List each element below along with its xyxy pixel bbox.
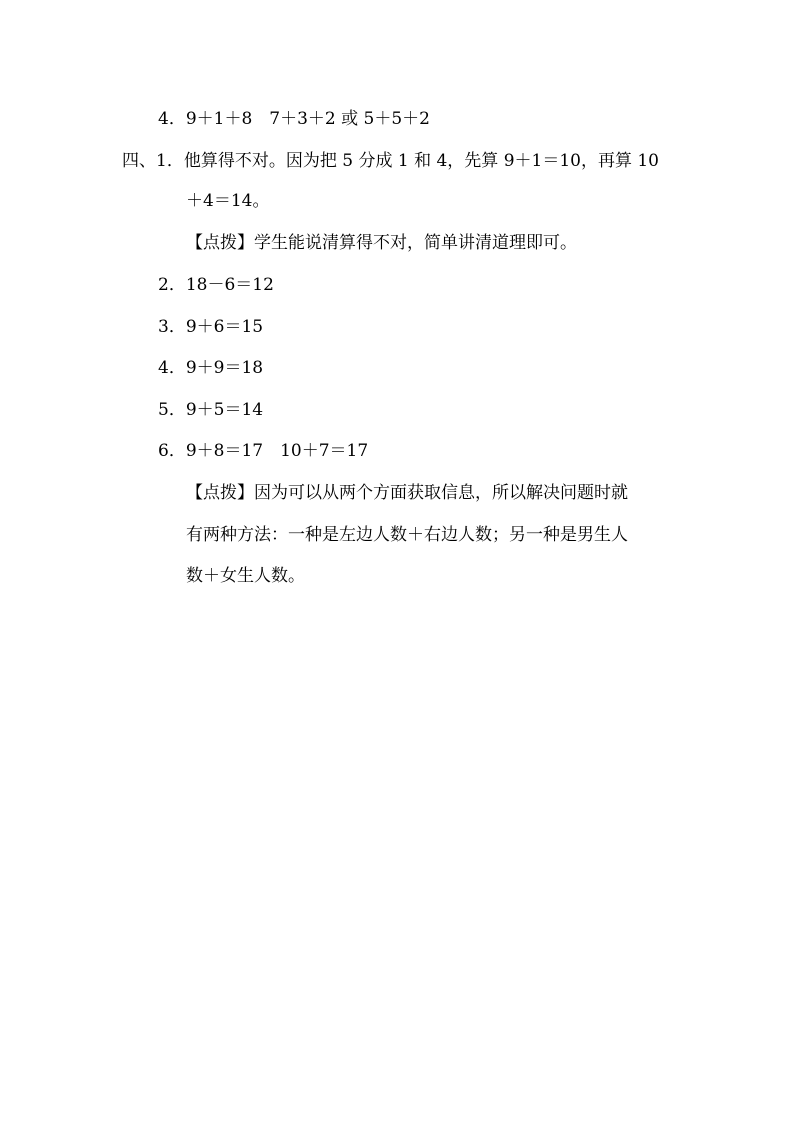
section-4-item-6-hint-line-1 bbox=[186, 482, 628, 504]
item-number: 1． bbox=[156, 151, 184, 171]
hint-text: 有两种方法：一种是左边人数＋右边人数；另一种是男生人 bbox=[186, 525, 628, 545]
item-number: 3． bbox=[158, 317, 186, 337]
item-text: 9＋5＝14 bbox=[185, 400, 264, 420]
section-4-item-3 bbox=[158, 316, 263, 338]
section-4-item-6-hint-line-2 bbox=[186, 524, 628, 546]
item-text: 9＋9＝18 bbox=[185, 358, 264, 378]
item-text: 9＋6＝15 bbox=[185, 317, 264, 337]
hint-text: 【点拨】学生能说清算得不对，简单讲清道理即可。 bbox=[186, 233, 577, 253]
item-text: 9＋8＝17 10＋7＝17 bbox=[185, 441, 369, 461]
section-4-item-2 bbox=[158, 274, 274, 296]
hint-text: 【点拨】因为可以从两个方面获取信息，所以解决问题时就 bbox=[186, 483, 628, 503]
section-4-item-6 bbox=[158, 440, 368, 462]
item-number: 4． bbox=[158, 109, 186, 129]
section-4-item-1-hint bbox=[186, 232, 577, 254]
section-4-item-5 bbox=[158, 399, 263, 421]
section-4-item-1-continuation bbox=[186, 190, 269, 212]
section-label: 四、 bbox=[122, 151, 156, 171]
item-text-continuation: ＋4＝14。 bbox=[186, 191, 270, 211]
hint-text: 数＋女生人数。 bbox=[186, 566, 305, 586]
section-4-item-4 bbox=[158, 357, 263, 379]
section-4-item-1 bbox=[122, 150, 659, 172]
item-number: 5． bbox=[158, 400, 186, 420]
item-number: 4． bbox=[158, 358, 186, 378]
item-text: 9＋1＋8 7＋3＋2 或 5＋5＋2 bbox=[185, 109, 430, 129]
section-4-item-6-hint-line-3 bbox=[186, 565, 305, 587]
item-number: 6． bbox=[158, 441, 186, 461]
item-number: 2． bbox=[158, 275, 186, 295]
item-text: 18－6＝12 bbox=[185, 275, 274, 295]
item-text: 他算得不对。因为把 5 分成 1 和 4，先算 9＋1＝10，再算 10 bbox=[183, 151, 659, 171]
answer-item-4-previous bbox=[158, 108, 430, 130]
